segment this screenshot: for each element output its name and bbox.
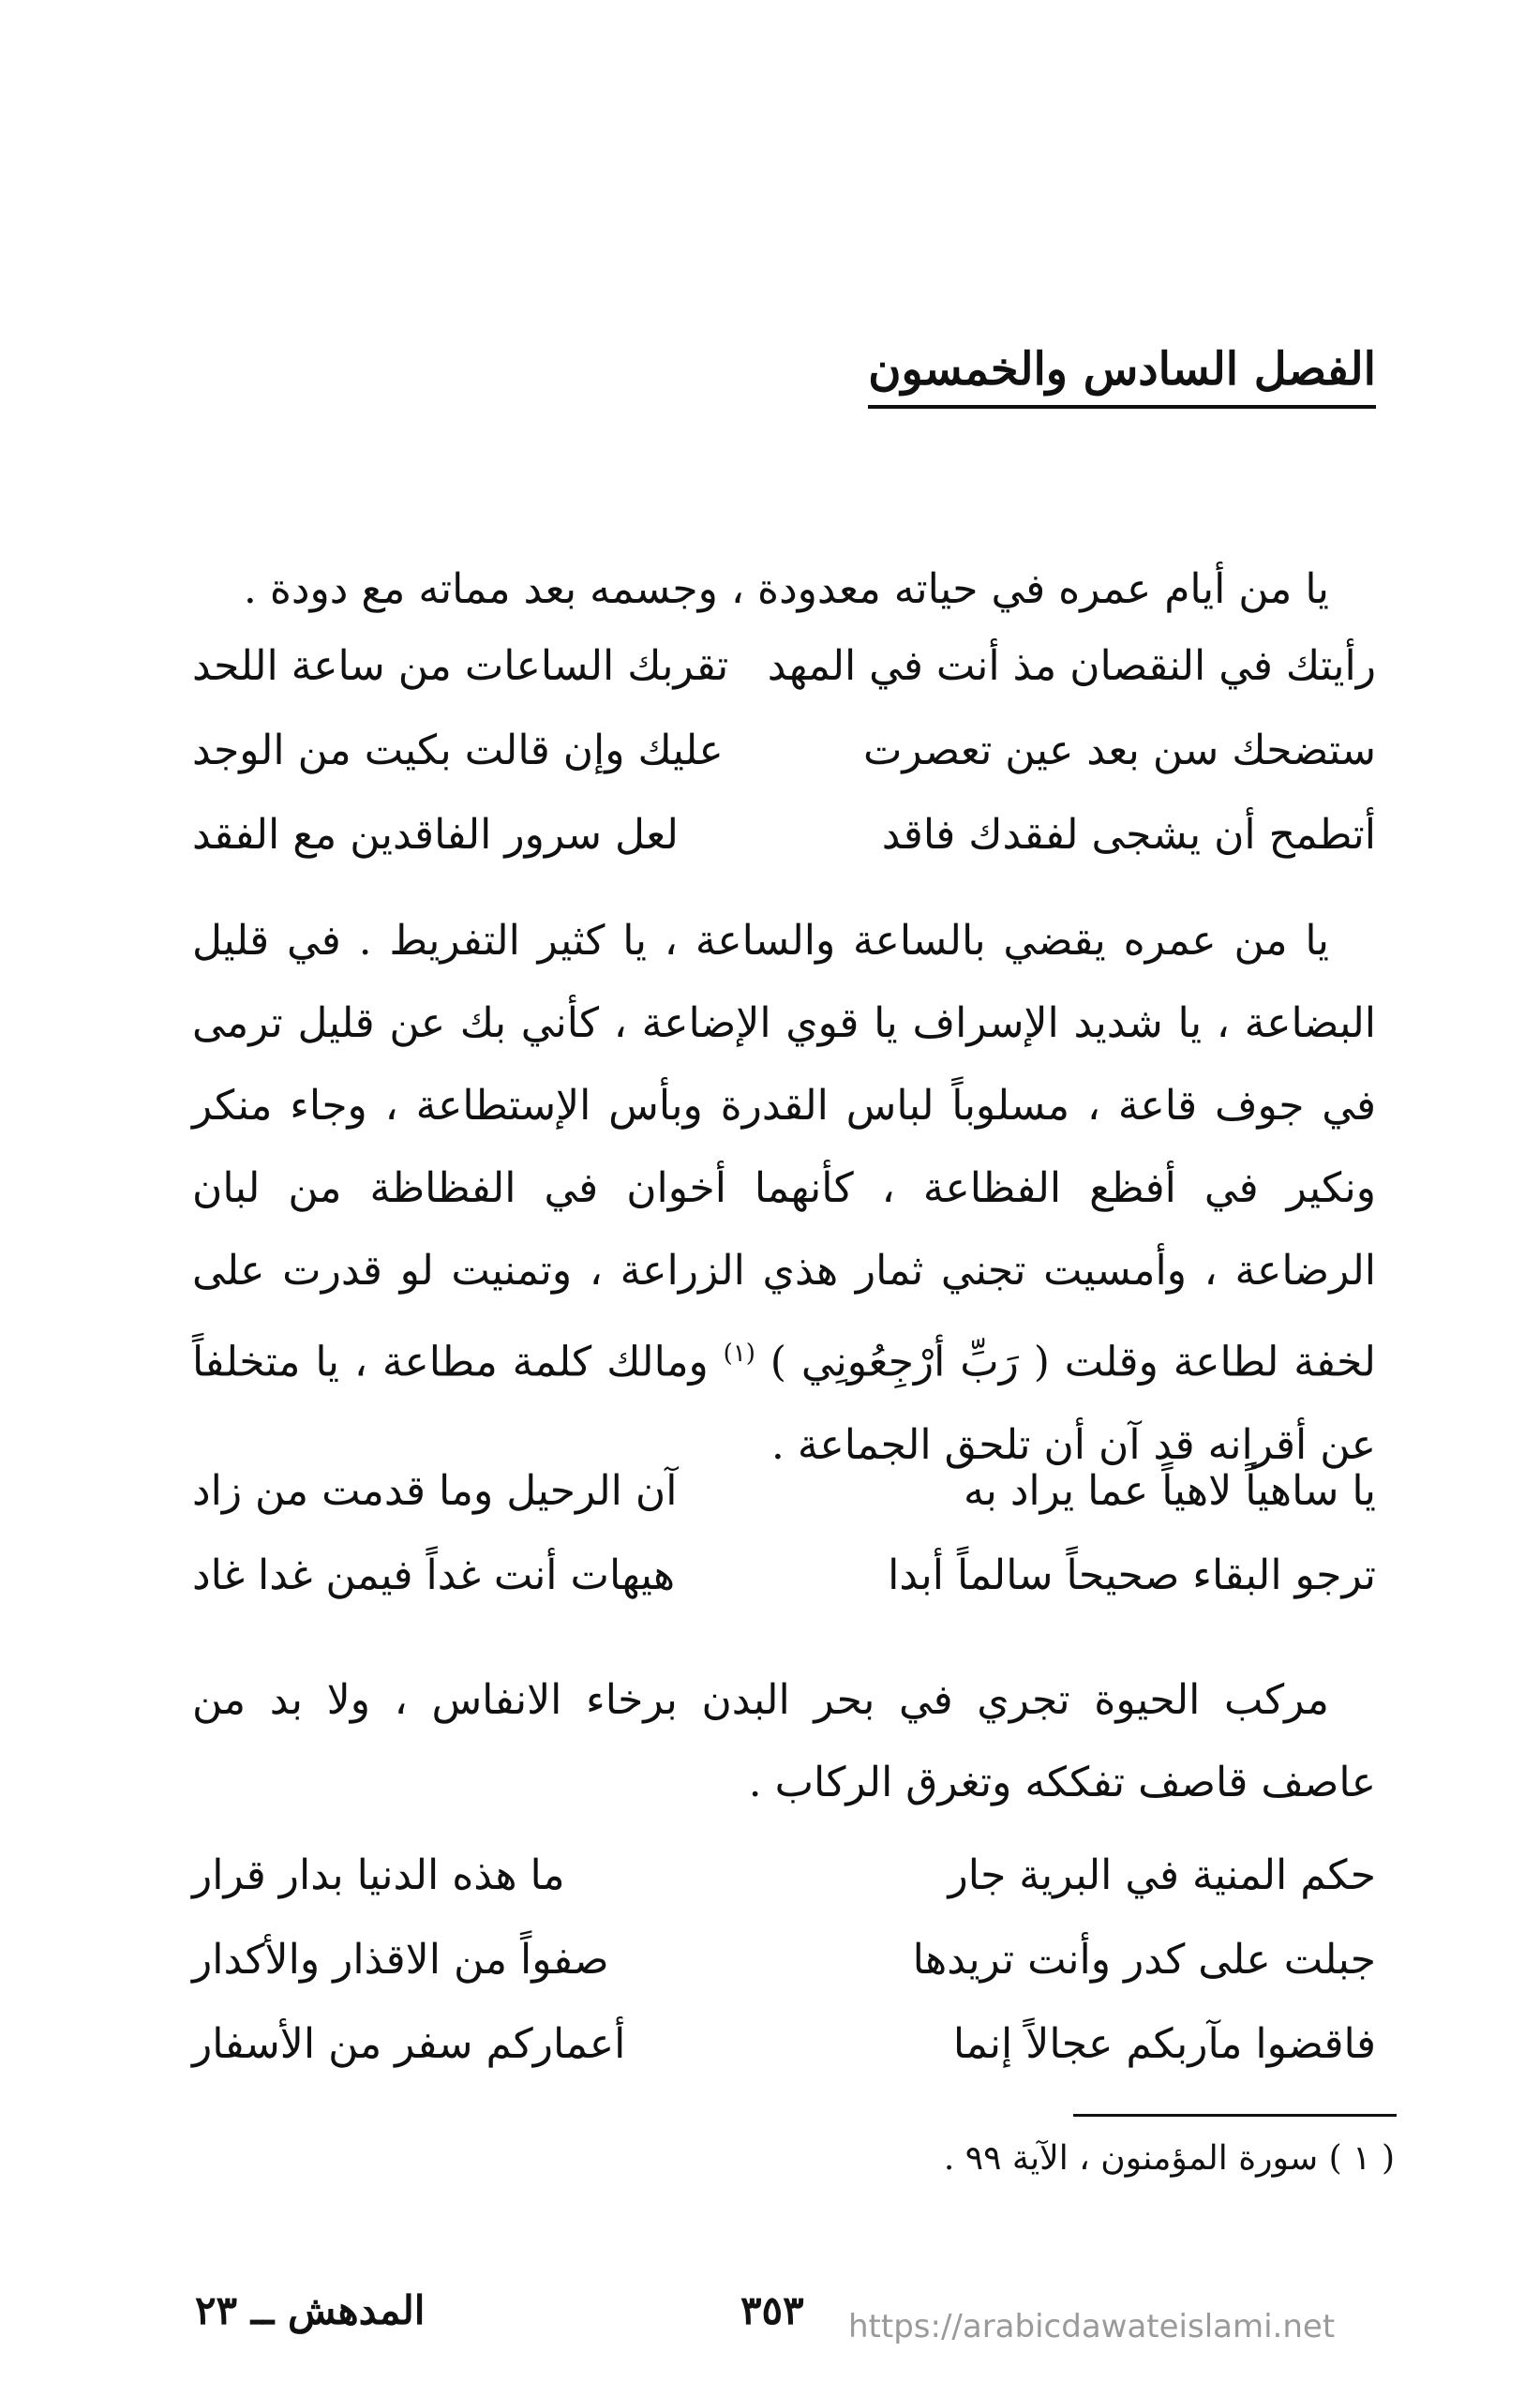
verse-hemistich-second: عليك وإن قالت بكيت من الوجد: [192, 726, 724, 774]
verse-hemistich-first: حكم المنية في البرية جار: [948, 1850, 1376, 1899]
paragraph-2-text: يا من عمره يقضي بالساعة والساعة ، يا كثير التفريط . في قليل البضاعة ، يا شديد الإسراف يا قوي الإضاعة ، كأني بك عن قليل ترمى في جوف قاعة ، مسلوباً لباس القدرة وبأس الإستطاعة ، وجاء منكر ونكير في أفظع الفظاعة ، كأنهما أخوان في الفظاظة من لبان الرضاعة ، وأمسيت تجني ثمار هذي الزراعة ، وتمنيت لو قدرت على لخفة لطاعة وقلت ( رَبِّ أرْجِعُونِي ): [192, 917, 1376, 1386]
verse-group-2: [192, 1448, 1376, 1617]
footnote: ( ١ ) سورة المؤمنون ، الآية ٩٩ .: [943, 2139, 1395, 2178]
verse-line: [192, 792, 1376, 876]
verse-hemistich-second: صفواً من الاقذار والأكدار: [192, 1935, 609, 1984]
paragraph-1-text: يا من أيام عمره في حياته معدودة ، وجسمه بعد مماته مع دودة .: [243, 565, 1329, 613]
verse-group-1: [192, 623, 1376, 876]
verse-hemistich-second: أعماركم سفر من الأسفار: [192, 2019, 626, 2068]
verse-hemistich-second: لعل سرور الفاقدين مع الفقد: [192, 810, 679, 859]
paragraph-3-text: مركب الحيوة تجري في بحر البدن برخاء الانفاس ، ولا بد من عاصف قاصف تفككه وتغرق الركاب .: [192, 1676, 1376, 1806]
verse-hemistich-first: أتطمح أن يشجى لفقدك فاقد: [881, 810, 1376, 859]
page-number: ٣٥٣: [740, 2287, 804, 2333]
verse-line: [192, 2001, 1376, 2086]
verse-hemistich-second: تقربك الساعات من ساعة اللحد: [192, 641, 729, 690]
verse-hemistich-second: هيهات أنت غداً فيمن غدا غاد: [192, 1551, 676, 1599]
paragraph-3: [192, 1659, 1376, 1824]
running-footer: المدهش ــ ٢٣: [195, 2287, 426, 2333]
verse-group-3: [192, 1833, 1376, 2086]
verse-line: [192, 1833, 1376, 1917]
verse-line: [192, 1533, 1376, 1617]
watermark-url: https://arabicdawateislami.net: [848, 2308, 1336, 2345]
verse-hemistich-first: فاقضوا مآربكم عجالاً إنما: [952, 2019, 1376, 2068]
verse-line: [192, 1448, 1376, 1533]
footnote-divider: [1073, 2114, 1397, 2117]
paragraph-1: [192, 548, 1376, 631]
verse-hemistich-first: رأيتك في النقصان مذ أنت في المهد: [767, 641, 1376, 690]
verse-line: [192, 708, 1376, 792]
verse-hemistich-second: ما هذه الدنيا بدار قرار: [192, 1850, 565, 1899]
verse-hemistich-second: آن الرحيل وما قدمت من زاد: [192, 1466, 678, 1515]
verse-hemistich-first: جبلت على كدر وأنت تريدها: [912, 1935, 1376, 1984]
verse-hemistich-first: ستضحك سن بعد عين تعصرت: [862, 726, 1376, 774]
paragraph-2-text-continued: ومالك كلمة مطاعة ، يا متخلفاً عن أقرانه قد آن أن تلحق الجماعة .: [192, 1338, 1376, 1469]
chapter-title: الفصل السادس والخمسون: [868, 347, 1376, 409]
verse-line: [192, 623, 1376, 708]
verse-line: [192, 1917, 1376, 2001]
verse-hemistich-first: ترجو البقاء صحيحاً سالماً أبدا: [888, 1551, 1376, 1599]
paragraph-2: [192, 900, 1376, 1487]
verse-hemistich-first: يا ساهياً لاهياً عما يراد به: [964, 1466, 1376, 1515]
footnote-reference: (١): [723, 1340, 755, 1368]
